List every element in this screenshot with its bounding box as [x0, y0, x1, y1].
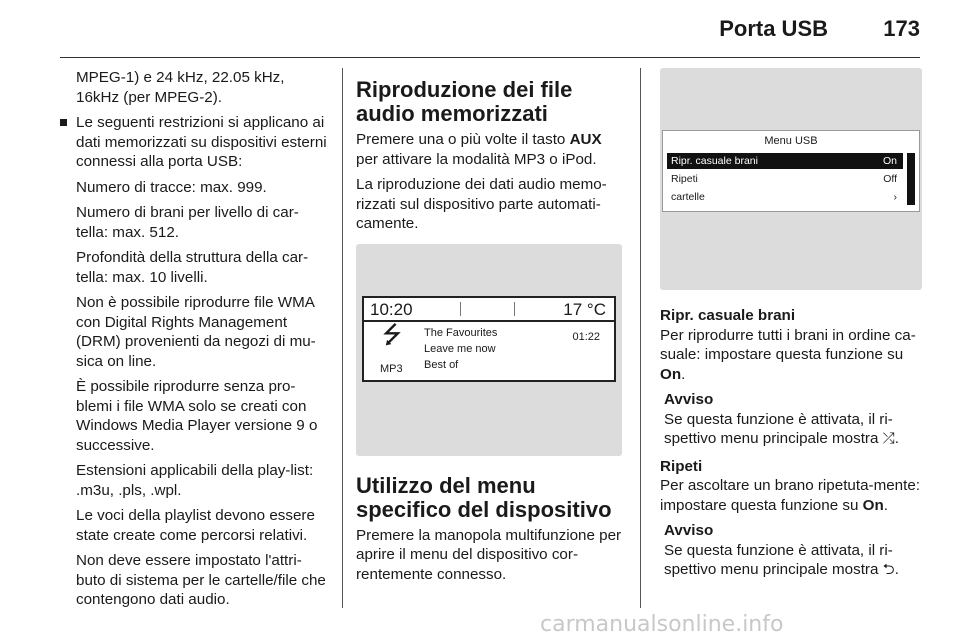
menu-scrollbar	[907, 153, 915, 205]
page-header	[0, 0, 960, 56]
column-divider	[342, 68, 343, 608]
bullet-icon	[60, 119, 67, 126]
list-item: Non deve essere impostato l'attri-buto di sistema per le cartelle/file che contengono dati audio.	[76, 552, 326, 608]
list-item: Numero di tracce: max. 999.	[76, 178, 267, 196]
paragraph: Premere una o più volte il tasto AUX per attivare la modalità MP3 o iPod.	[356, 131, 602, 168]
header-rule	[60, 57, 920, 58]
column-1	[60, 68, 328, 616]
notice-title: Avviso	[664, 391, 714, 408]
menu-item-folders: cartelle ›	[671, 191, 897, 203]
column-2	[356, 78, 624, 590]
paragraph: Per ascoltare un brano ripetuta-mente: impostare questa funzione su On.	[660, 477, 921, 514]
section-heading: Riproduzione dei file audio memorizzati	[356, 77, 573, 126]
watermark: carmanualsonline.info	[540, 612, 784, 637]
track-item: Best of	[424, 358, 459, 371]
column-divider	[640, 68, 641, 608]
notice-box	[660, 521, 922, 580]
radio-display	[362, 296, 616, 382]
track-item: The Favourites	[424, 326, 498, 339]
notice-box	[660, 390, 922, 449]
usb-icon: ⭍	[382, 321, 402, 349]
bullet-item	[60, 113, 328, 610]
notice-title: Avviso	[664, 522, 714, 539]
notice-text: Se questa funzione è attivata, il ri-spettivo menu principale mostra ⤮.	[664, 410, 900, 447]
subheading: Ripeti	[660, 457, 703, 475]
display-temperature: 17 °C	[563, 299, 606, 319]
section-heading: Utilizzo del menu specifico del dispositivo	[356, 472, 612, 522]
list-item: Le voci della playlist devono essere state create come percorsi relativi.	[76, 507, 315, 544]
display-separator	[460, 302, 461, 316]
radio-display-photo	[356, 244, 622, 456]
track-item: Leave me now	[424, 342, 496, 355]
paragraph: Per riprodurre tutti i brani in ordine ca-suale: impostare questa funzione su On.	[660, 326, 916, 383]
track-duration: 01:22	[572, 330, 600, 343]
chevron-right-icon: ›	[893, 191, 897, 203]
paragraph: Le seguenti restrizioni si applicano ai dati memorizzati su dispositivi esterni connessi alla porta USB:	[76, 114, 327, 170]
page-title: Porta USB	[719, 16, 828, 41]
menu-item-shuffle: Ripr. casuale brani On	[667, 153, 903, 169]
paragraph: MPEG-1) e 24 kHz, 22.05 kHz, 16kHz (per MPEG-2).	[76, 69, 285, 106]
list-item: Estensioni applicabili della play-list: .m3u, .pls, .wpl.	[76, 462, 314, 499]
display-source: MP3	[380, 362, 403, 375]
list-item: Non è possibile riprodurre file WMA con Digital Rights Management (DRM) provenienti da negozi di mu-sica on line.	[76, 294, 316, 370]
list-item: Numero di brani per livello di car-tella: max. 512.	[76, 204, 299, 241]
list-item: Profondità della struttura della car-tella: max. 10 livelli.	[76, 249, 309, 286]
page-number: 173	[883, 16, 920, 41]
list-item: È possibile riprodurre senza pro-blemi i file WMA solo se creati con Windows Media Player versione 9 o successive.	[76, 378, 318, 454]
display-separator	[514, 302, 515, 316]
menu-title: Menu USB	[764, 135, 818, 147]
menu-display-photo	[660, 68, 922, 290]
usb-menu-display	[662, 130, 920, 212]
notice-text: Se questa funzione è attivata, il ri-spettivo menu principale mostra ⮌.	[664, 541, 900, 578]
aux-key: AUX	[569, 131, 602, 148]
paragraph: La riproduzione dei dati audio memo-rizzati sul dispositivo parte automati-camente.	[356, 176, 607, 232]
paragraph: Premere la manopola multifunzione per aprire il menu del dispositivo cor-rentemente connesso.	[356, 526, 622, 583]
display-time: 10:20	[370, 299, 413, 319]
subheading: Ripr. casuale brani	[660, 307, 796, 324]
menu-item-repeat: Ripeti Off	[671, 173, 897, 185]
